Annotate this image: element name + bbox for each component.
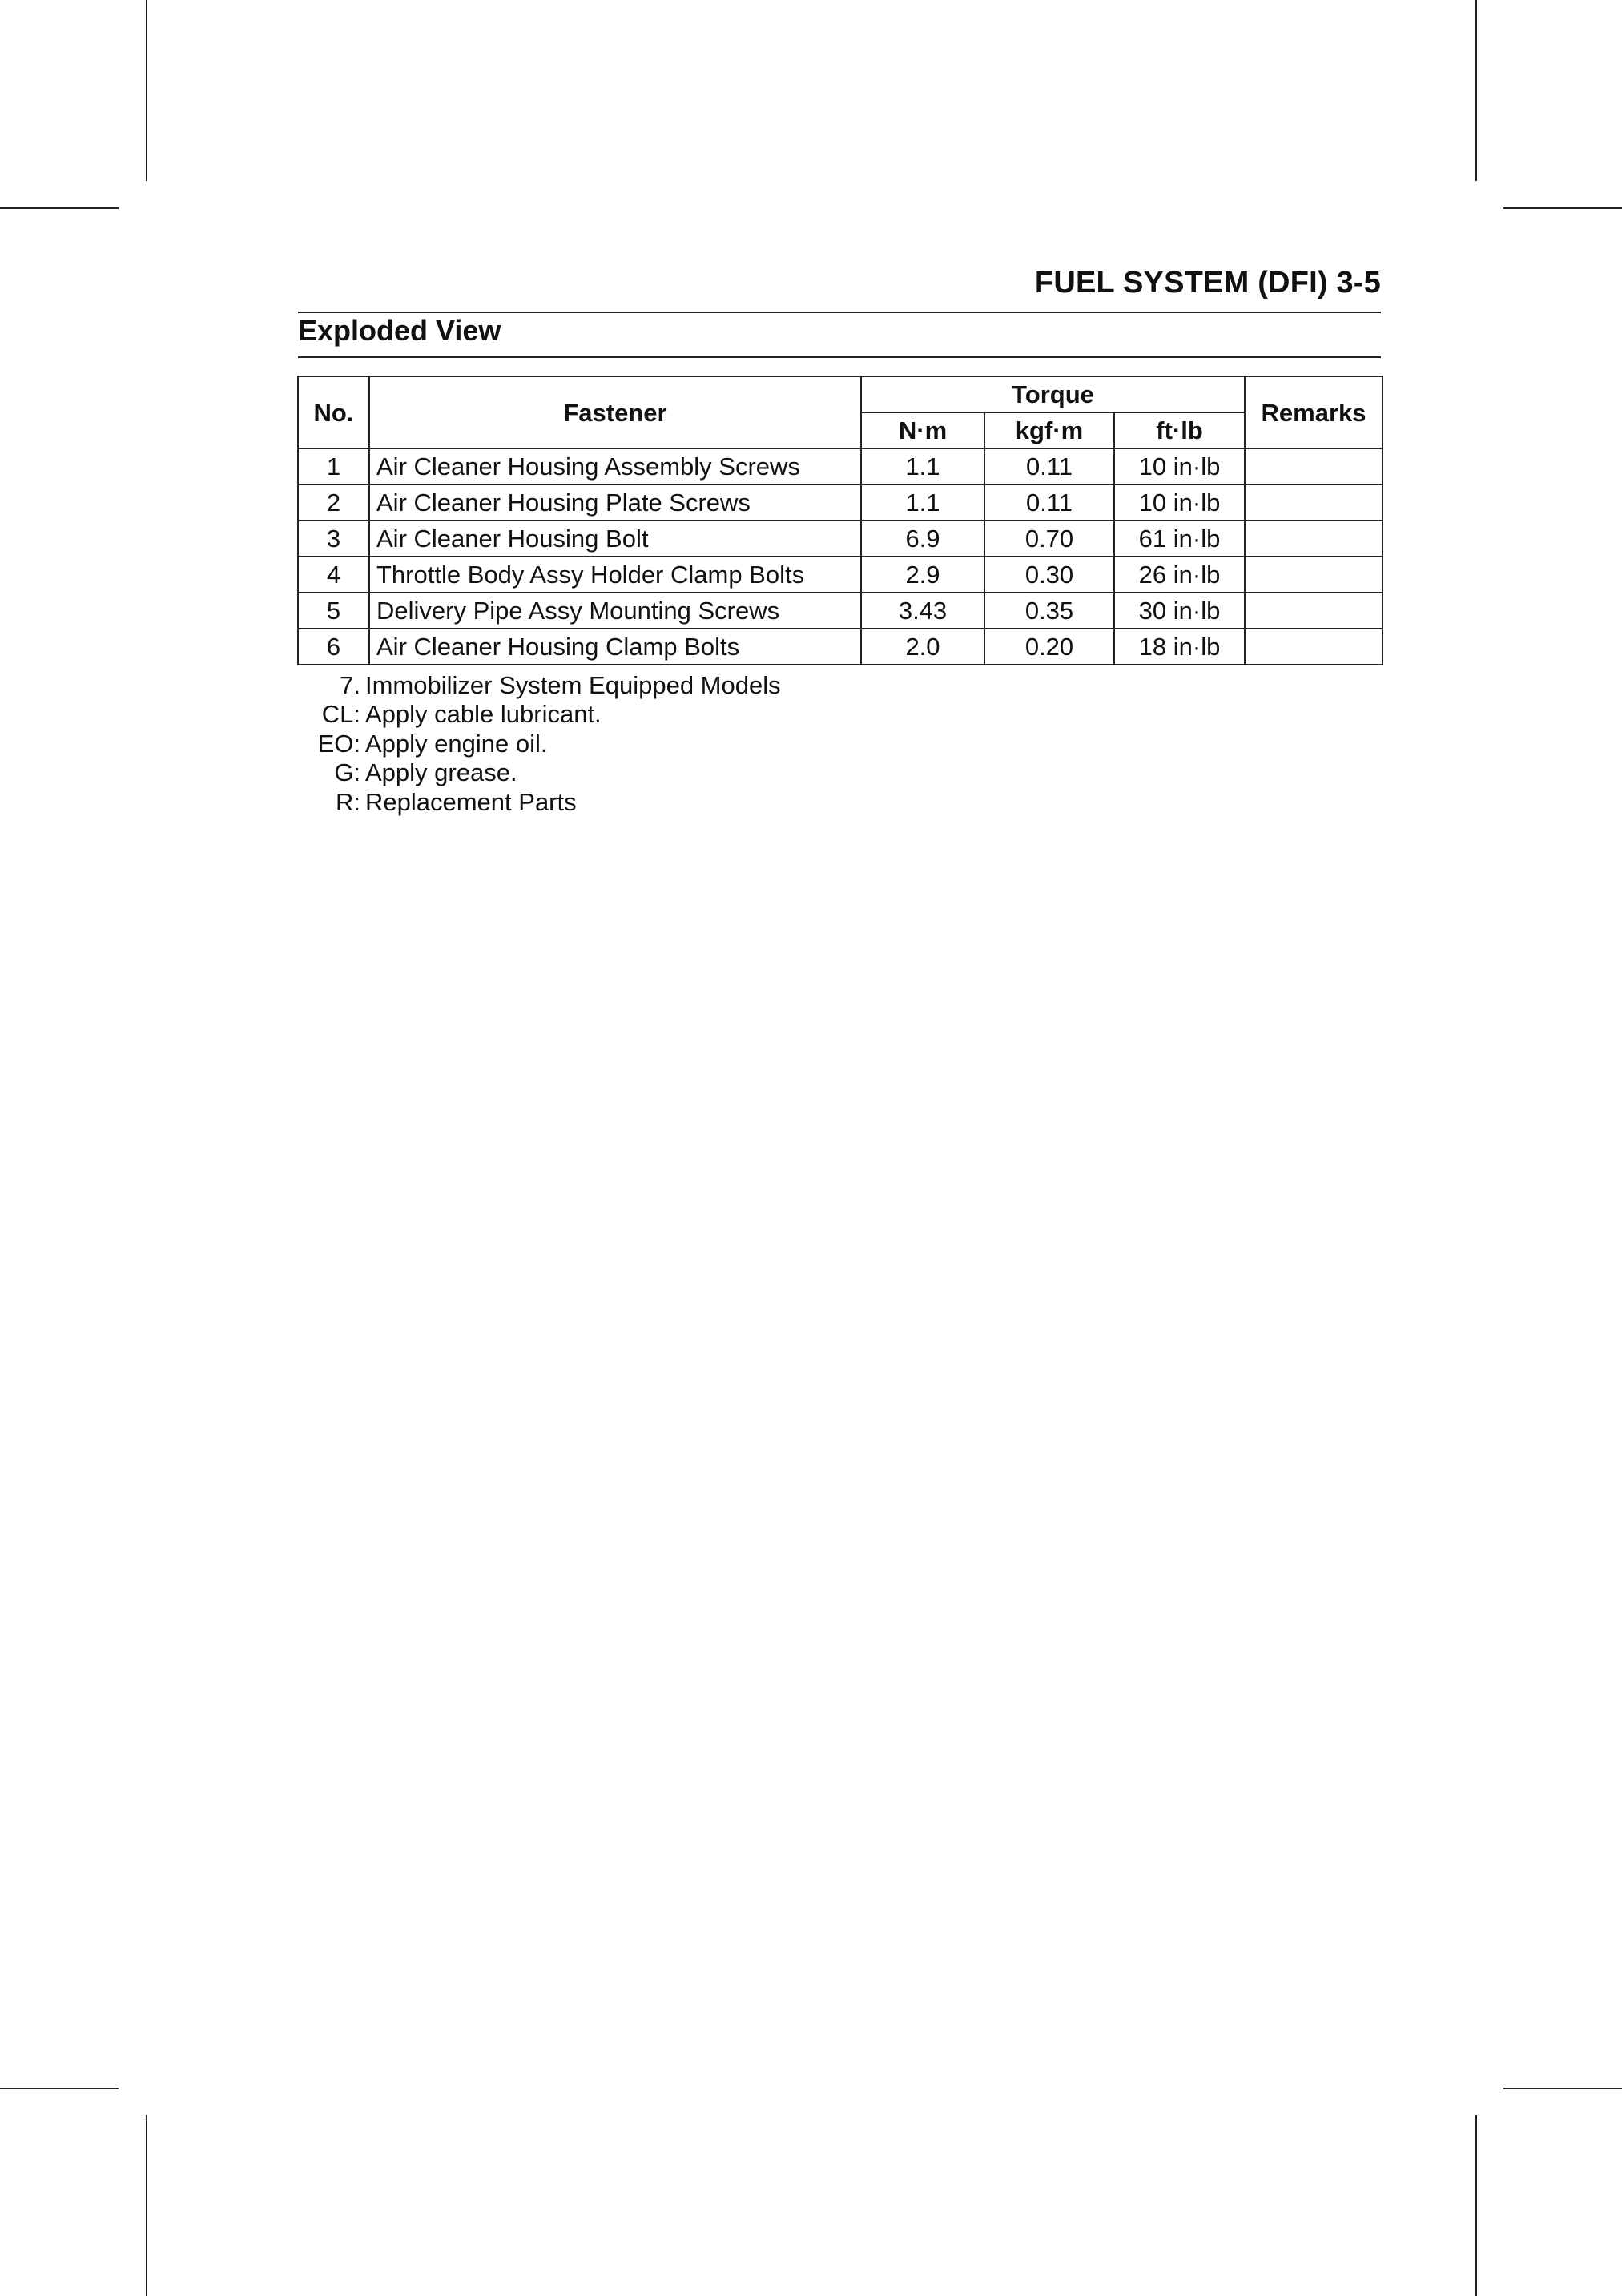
cell-remarks — [1245, 448, 1383, 485]
cell-ftlb: 18 in·lb — [1114, 629, 1245, 665]
cell-no: 4 — [298, 557, 369, 593]
list-item — [298, 700, 781, 729]
list-item — [298, 758, 781, 787]
table-row — [298, 448, 1383, 485]
crop-mark-bottom-left-vertical — [146, 2115, 147, 2296]
note-text: Replacement Parts — [365, 787, 577, 816]
header-torque: Torque — [861, 376, 1245, 412]
header-rule — [298, 312, 1381, 313]
crop-mark-bottom-left-horizontal — [0, 2088, 119, 2089]
cell-remarks — [1245, 521, 1383, 557]
note-key: 7. — [340, 671, 360, 699]
note-key: G: — [334, 758, 360, 787]
cell-fastener: Air Cleaner Housing Plate Screws — [369, 485, 861, 521]
note-text: Immobilizer System Equipped Models — [365, 671, 781, 699]
cell-kgfm: 0.11 — [984, 485, 1114, 521]
cell-no: 5 — [298, 593, 369, 629]
cell-fastener: Air Cleaner Housing Bolt — [369, 521, 861, 557]
table-row — [298, 629, 1383, 665]
list-item — [298, 730, 781, 758]
note-key: CL: — [321, 700, 360, 729]
table-row — [298, 557, 1383, 593]
crop-mark-top-right-horizontal — [1503, 207, 1622, 209]
header-fastener: Fastener — [369, 376, 861, 448]
header-nm: N·m — [861, 412, 984, 448]
torque-table — [297, 376, 1383, 665]
cell-nm: 2.9 — [861, 557, 984, 593]
cell-ftlb: 30 in·lb — [1114, 593, 1245, 629]
header-kgfm: kgf·m — [984, 412, 1114, 448]
cell-no: 6 — [298, 629, 369, 665]
legend-notes — [298, 671, 781, 817]
table-row — [298, 593, 1383, 629]
crop-mark-top-left-vertical — [146, 0, 147, 181]
table-row — [298, 485, 1383, 521]
cell-ftlb: 61 in·lb — [1114, 521, 1245, 557]
cell-nm: 2.0 — [861, 629, 984, 665]
cell-remarks — [1245, 485, 1383, 521]
crop-mark-top-left-horizontal — [0, 207, 119, 209]
note-text: Apply grease. — [365, 758, 517, 787]
list-item — [298, 788, 781, 817]
cell-fastener: Air Cleaner Housing Assembly Screws — [369, 448, 861, 485]
table-header-row — [298, 376, 1383, 412]
crop-mark-top-right-vertical — [1475, 0, 1477, 181]
cell-nm: 3.43 — [861, 593, 984, 629]
cell-nm: 1.1 — [861, 448, 984, 485]
cell-kgfm: 0.20 — [984, 629, 1114, 665]
cell-no: 3 — [298, 521, 369, 557]
cell-kgfm: 0.35 — [984, 593, 1114, 629]
note-key: R: — [336, 787, 360, 816]
cell-ftlb: 10 in·lb — [1114, 485, 1245, 521]
cell-kgfm: 0.11 — [984, 448, 1114, 485]
cell-remarks — [1245, 557, 1383, 593]
cell-ftlb: 26 in·lb — [1114, 557, 1245, 593]
cell-fastener: Delivery Pipe Assy Mounting Screws — [369, 593, 861, 629]
cell-fastener: Throttle Body Assy Holder Clamp Bolts — [369, 557, 861, 593]
cell-kgfm: 0.70 — [984, 521, 1114, 557]
cell-nm: 1.1 — [861, 485, 984, 521]
crop-mark-bottom-right-horizontal — [1503, 2088, 1622, 2089]
cell-ftlb: 10 in·lb — [1114, 448, 1245, 485]
crop-mark-bottom-right-vertical — [1475, 2115, 1477, 2296]
table-row — [298, 521, 1383, 557]
cell-nm: 6.9 — [861, 521, 984, 557]
header-no: No. — [298, 376, 369, 448]
cell-remarks — [1245, 629, 1383, 665]
cell-fastener: Air Cleaner Housing Clamp Bolts — [369, 629, 861, 665]
note-text: Apply cable lubricant. — [365, 700, 602, 729]
section-title: Exploded View — [298, 314, 501, 347]
list-item — [298, 671, 781, 700]
note-key: EO: — [317, 729, 360, 758]
cell-remarks — [1245, 593, 1383, 629]
section-rule — [298, 356, 1381, 358]
page-header: FUEL SYSTEM (DFI) 3-5 — [1034, 266, 1381, 300]
header-ftlb: ft·lb — [1114, 412, 1245, 448]
cell-no: 2 — [298, 485, 369, 521]
cell-kgfm: 0.30 — [984, 557, 1114, 593]
cell-no: 1 — [298, 448, 369, 485]
note-text: Apply engine oil. — [365, 729, 548, 758]
header-remarks: Remarks — [1245, 376, 1383, 448]
